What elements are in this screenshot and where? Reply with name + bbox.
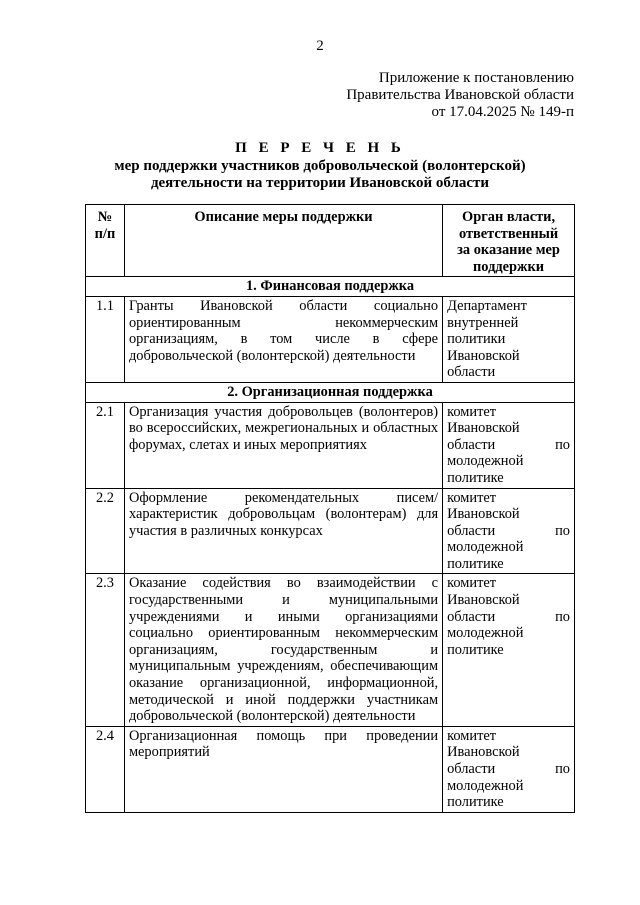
authority-line	[447, 609, 570, 626]
authority-line: политике	[447, 794, 504, 811]
table-row	[86, 402, 575, 488]
row-number: 2.1	[86, 402, 125, 488]
header-number-line-2: п/п	[94, 225, 116, 242]
row-number: 2.2	[86, 488, 125, 574]
header-authority-line-4: поддержки	[473, 258, 545, 275]
authority-word: по	[555, 608, 570, 625]
row-authority	[443, 402, 575, 488]
authority-word: области	[447, 608, 496, 625]
row-number: 2.3	[86, 574, 125, 726]
table-row	[86, 726, 575, 812]
authority-line: Ивановской	[447, 420, 520, 437]
section-title-organizational: 2. Организационная поддержка	[86, 382, 575, 402]
section-row-organizational	[86, 382, 575, 402]
page-number: 2	[316, 38, 324, 54]
row-description: Оформление рекомендательных писем/характеристик добровольцам (волонтерам) для участия в различных конкурсах	[124, 488, 442, 574]
header-authority-line-3: за оказание мер	[457, 242, 560, 259]
authority-line: Ивановской	[447, 744, 520, 761]
title-line-3: деятельности на территории Ивановской области	[150, 175, 490, 191]
authority-line: внутренней	[447, 314, 519, 331]
section-title-financial: 1. Финансовая поддержка	[86, 277, 575, 297]
row-description: Оказание содействия во взаимодействии с государственными и муниципальными учреждениями и иными организациями социально ориентированным некоммерческим организациям, государственным и муниципальным учреждениям, обеспечивающим оказание организационной, информационной, методической и иной поддержки участникам добровольческой (волонтерской) деятельности	[124, 574, 442, 726]
authority-line: комитет	[447, 727, 497, 744]
authority-word: по	[555, 436, 570, 453]
authority-word: по	[555, 761, 570, 777]
authority-line: молодежной	[447, 625, 524, 642]
title-line-2: мер поддержки участников добровольческой (волонтерской)	[114, 157, 526, 174]
authority-line: молодежной	[447, 539, 524, 556]
authority-line: комитет	[447, 489, 497, 506]
table-row	[86, 488, 575, 574]
table-row	[86, 574, 575, 726]
authority-line: политике	[447, 555, 504, 572]
authority-line: молодежной	[447, 453, 524, 470]
appendix-header	[346, 70, 574, 121]
appendix-line-1: Приложение к постановлению	[378, 70, 574, 86]
header-authority	[443, 205, 575, 277]
authority-line: политики	[447, 331, 506, 348]
authority-line: политике	[447, 641, 504, 658]
header-description: Описание меры поддержки	[124, 205, 442, 277]
authority-line	[447, 437, 570, 454]
authority-word: области	[447, 522, 496, 539]
title-line-1: П Е Р Е Ч Е Н Ь	[235, 140, 405, 156]
row-number: 2.4	[86, 726, 125, 812]
row-authority	[443, 296, 575, 382]
row-description: Организационная помощь при проведении мероприятий	[124, 726, 442, 812]
row-description: Организация участия добровольцев (волонтеров) во всероссийских, межрегиональных и областных форумах, слетах и иных мероприятиях	[124, 402, 442, 488]
authority-line: политике	[447, 469, 504, 486]
header-number	[86, 205, 125, 277]
authority-line: комитет	[447, 575, 497, 592]
document-title	[0, 140, 640, 193]
authority-line	[447, 761, 570, 778]
row-description: Гранты Ивановской области социально ориентированным некоммерческим организациям, в том числе в сфере добровольческой (волонтерской) деятельности	[124, 296, 442, 382]
authority-line: Ивановской	[447, 347, 520, 364]
table-header-row	[86, 205, 575, 277]
authority-word: по	[555, 522, 570, 539]
row-authority	[443, 726, 575, 812]
row-authority	[443, 488, 575, 574]
authority-word: области	[447, 436, 496, 453]
authority-word: области	[447, 761, 496, 777]
authority-line: Ивановской	[447, 506, 520, 523]
appendix-line-2: Правительства Ивановской области	[346, 87, 574, 103]
header-authority-line-2: ответственный	[458, 225, 559, 242]
header-number-line-1: №	[97, 209, 113, 225]
appendix-line-3: от 17.04.2025 № 149-п	[431, 104, 574, 120]
table-row	[86, 296, 575, 382]
authority-line: молодежной	[447, 777, 524, 794]
row-number: 1.1	[86, 296, 125, 382]
authority-line: Ивановской	[447, 592, 520, 609]
measures-table	[85, 204, 575, 813]
authority-line: комитет	[447, 403, 497, 420]
authority-line: области	[447, 364, 496, 381]
section-row-financial	[86, 277, 575, 297]
authority-line	[447, 523, 570, 540]
header-authority-line-1: Орган власти,	[462, 209, 556, 225]
row-authority	[443, 574, 575, 726]
authority-line: Департамент	[447, 297, 527, 314]
